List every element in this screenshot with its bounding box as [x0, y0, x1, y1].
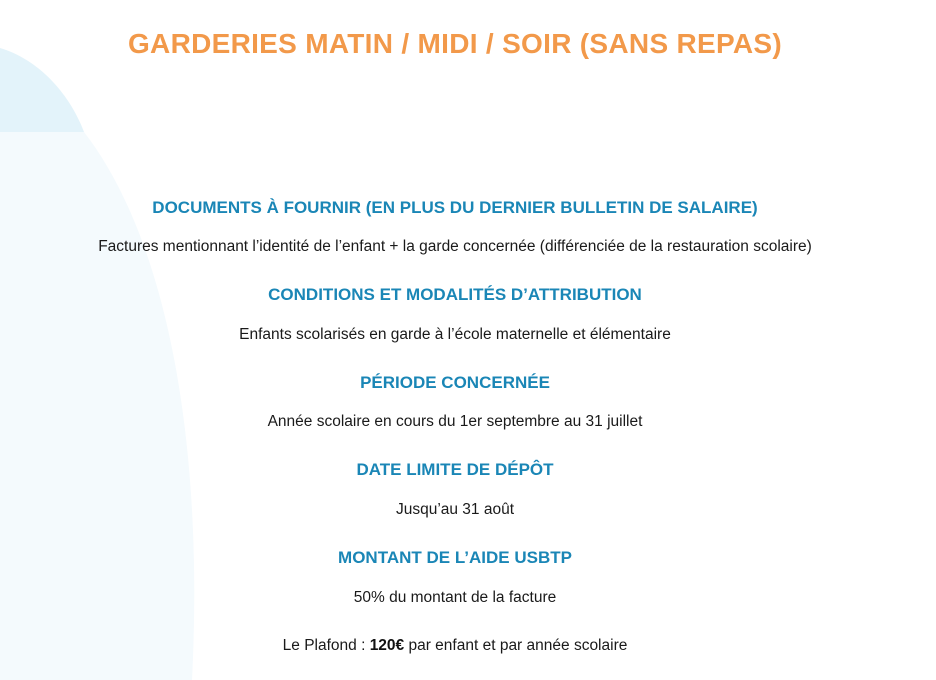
plafond-amount: 120€ — [369, 637, 405, 654]
page-title: GARDERIES MATIN / MIDI / SOIR (SANS REPAS) — [127, 28, 783, 59]
text-periode: Année scolaire en cours du 1er septembre au 31 juillet — [267, 413, 643, 430]
text-date-limite: Jusqu’au 31 août — [395, 501, 515, 518]
plafond-prefix: Le Plafond : — [282, 637, 370, 654]
plafond-suffix: par enfant et par année scolaire — [404, 637, 628, 654]
heading-documents: DOCUMENTS À FOURNIR (EN PLUS DU DERNIER BULLETIN DE SALAIRE) — [152, 198, 758, 217]
text-montant: 50% du montant de la facture — [353, 589, 557, 606]
heading-montant: MONTANT DE L’AIDE USBTP — [338, 548, 572, 567]
plafond-line — [0, 637, 910, 655]
heading-periode: PÉRIODE CONCERNÉE — [360, 373, 550, 392]
heading-date-limite: DATE LIMITE DE DÉPÔT — [356, 460, 554, 479]
text-conditions: Enfants scolarisés en garde à l’école maternelle et élémentaire — [239, 326, 671, 343]
heading-conditions: CONDITIONS ET MODALITÉS D’ATTRIBUTION — [268, 285, 642, 304]
text-documents: Factures mentionnant l’identité de l’enfant + la garde concernée (différenciée de la restauration scolaire) — [98, 238, 812, 255]
